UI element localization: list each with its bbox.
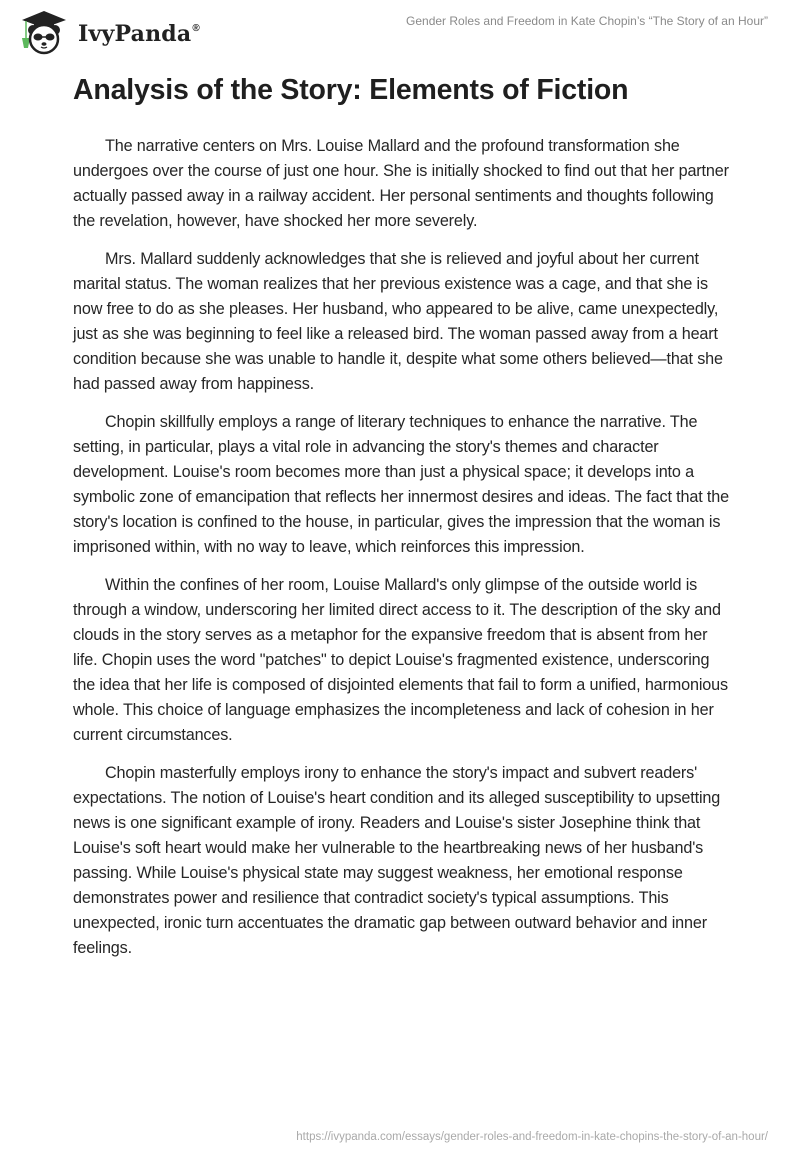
paragraph: Chopin masterfully employs irony to enhance the story's impact and subvert readers' expectations. The notion of Louise's heart condition and its alleged susceptibility to upsetting news is one significant example of irony. Readers and Louise's sister Josephine think that Louise's soft heart would make her vulnerable to the heartbreaking news of her husband's passing. While Louise's physical state may suggest weakness, her emotional response demonstrates power and resilience that contradict society's typical assumptions. This unexpected, ironic turn accentuates the dramatic gap between outward behavior and inner feelings. <box>73 764 721 957</box>
brand-name <box>78 21 200 47</box>
paragraph: Chopin skillfully employs a range of literary techniques to enhance the narrative. The setting, in particular, plays a vital role in advancing the story's themes and character development. Louise's room becomes more than just a physical space; it develops into a symbolic zone of emancipation that reflects her innermost desires and ideas. The fact that the story's location is confined to the house, in particular, gives the impression that the woman is imprisoned within, with no way to leave, which reinforces this impression. <box>73 413 729 556</box>
brand-name-text: IvyPanda <box>78 21 192 47</box>
document-title: Gender Roles and Freedom in Kate Chopin’s “The Story of an Hour” <box>406 14 768 28</box>
panda-graduate-icon <box>18 8 70 56</box>
source-url-link[interactable]: https://ivypanda.com/essays/gender-roles-and-freedom-in-kate-chopins-the-story-of-an-hour/ <box>296 1131 768 1143</box>
paragraph: The narrative centers on Mrs. Louise Mallard and the profound transformation she undergoes over the course of just one hour. She is initially shocked to find out that her partner actually passed away in a railway accident. Her personal sentiments and thoughts following the revelation, however, have shocked her more severely. <box>73 137 729 230</box>
page-header <box>0 0 800 60</box>
ivypanda-logo[interactable] <box>18 8 200 56</box>
article-body <box>73 134 733 974</box>
paragraph: Within the confines of her room, Louise Mallard's only glimpse of the outside world is through a window, underscoring her limited direct access to it. The description of the sky and clouds in the story serves as a metaphor for the expansive freedom that is absent from her life. Chopin uses the word "patches" to depict Louise's fragmented existence, underscoring the idea that her life is composed of disjointed elements that fail to form a unified, harmonious whole. This choice of language emphasizes the incompleteness and lack of cohesion in her current circumstances. <box>73 576 728 744</box>
paragraph: Mrs. Mallard suddenly acknowledges that she is relieved and joyful about her current marital status. The woman realizes that her previous existence was a cage, and that she is now free to do as she pleases. Her husband, who appeared to be alive, came unexpectedly, just as she was beginning to feel like a released bird. The woman passed away from a heart condition because she was unable to handle it, despite what some others believed—that she had passed away from happiness. <box>73 250 723 393</box>
registered-mark: ® <box>192 22 200 34</box>
page-title: Analysis of the Story: Elements of Fiction <box>73 74 629 106</box>
